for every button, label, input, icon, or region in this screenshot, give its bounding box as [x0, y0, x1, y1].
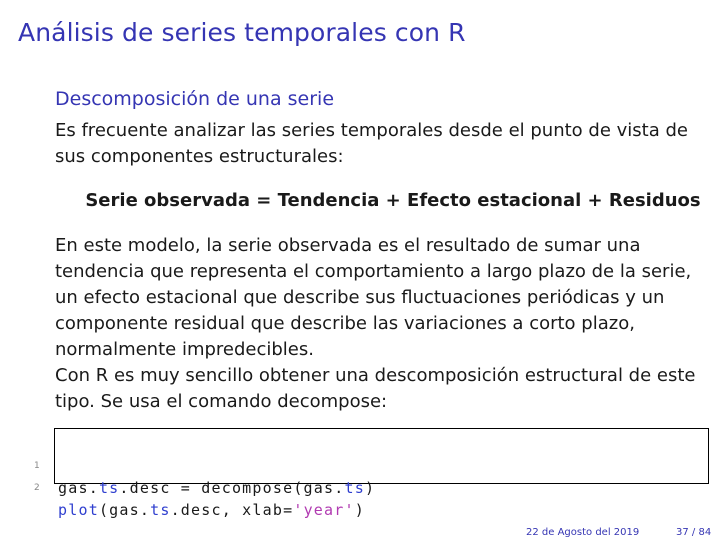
decomposition-equation: Serie observada = Tendencia + Efecto estacional + Residuos: [85, 190, 701, 211]
slide-title: Análisis de series temporales con R: [18, 18, 466, 47]
code-token: .desc, xlab=: [170, 501, 294, 519]
code-keyword: ts: [150, 501, 171, 519]
code-line-1: [0, 433, 376, 497]
code-token: ): [364, 479, 376, 497]
code-keyword: ts: [344, 479, 365, 497]
command-intro-paragraph: Con R es muy sencillo obtener una descomposición estructural de este tipo. Se usa el comando decompose:: [55, 365, 696, 412]
code-text: [58, 499, 365, 521]
explanation-paragraph: En este modelo, la serie observada es el resultado de sumar una tendencia que representa el comportamiento a largo plazo de la serie, un efecto estacional que describe sus fluctuaciones periódicas y un componente residual que describe las variaciones a corto plazo, normalmente impredecibles.: [55, 235, 692, 360]
code-text: [58, 477, 375, 499]
code-keyword: ts: [98, 479, 120, 497]
block-title: Descomposición de una serie: [55, 88, 335, 110]
code-token: ): [354, 501, 365, 519]
code-token: .desc = decompose(gas.: [119, 479, 345, 497]
code-keyword: plot: [58, 501, 99, 519]
code-token: (gas.: [98, 501, 151, 519]
intro-paragraph: Es frecuente analizar las series temporales desde el punto de vista de sus componentes estructurales:: [55, 120, 688, 167]
code-token: gas.: [58, 479, 99, 497]
footer-page-number: 37 / 84: [676, 527, 712, 538]
explanation-text: [55, 233, 705, 415]
line-number: 1: [34, 461, 40, 471]
footer-date: 22 de Agosto del 2019: [526, 527, 640, 538]
line-number: 2: [34, 483, 40, 493]
code-block: [54, 428, 709, 484]
code-string: 'year': [293, 501, 355, 519]
